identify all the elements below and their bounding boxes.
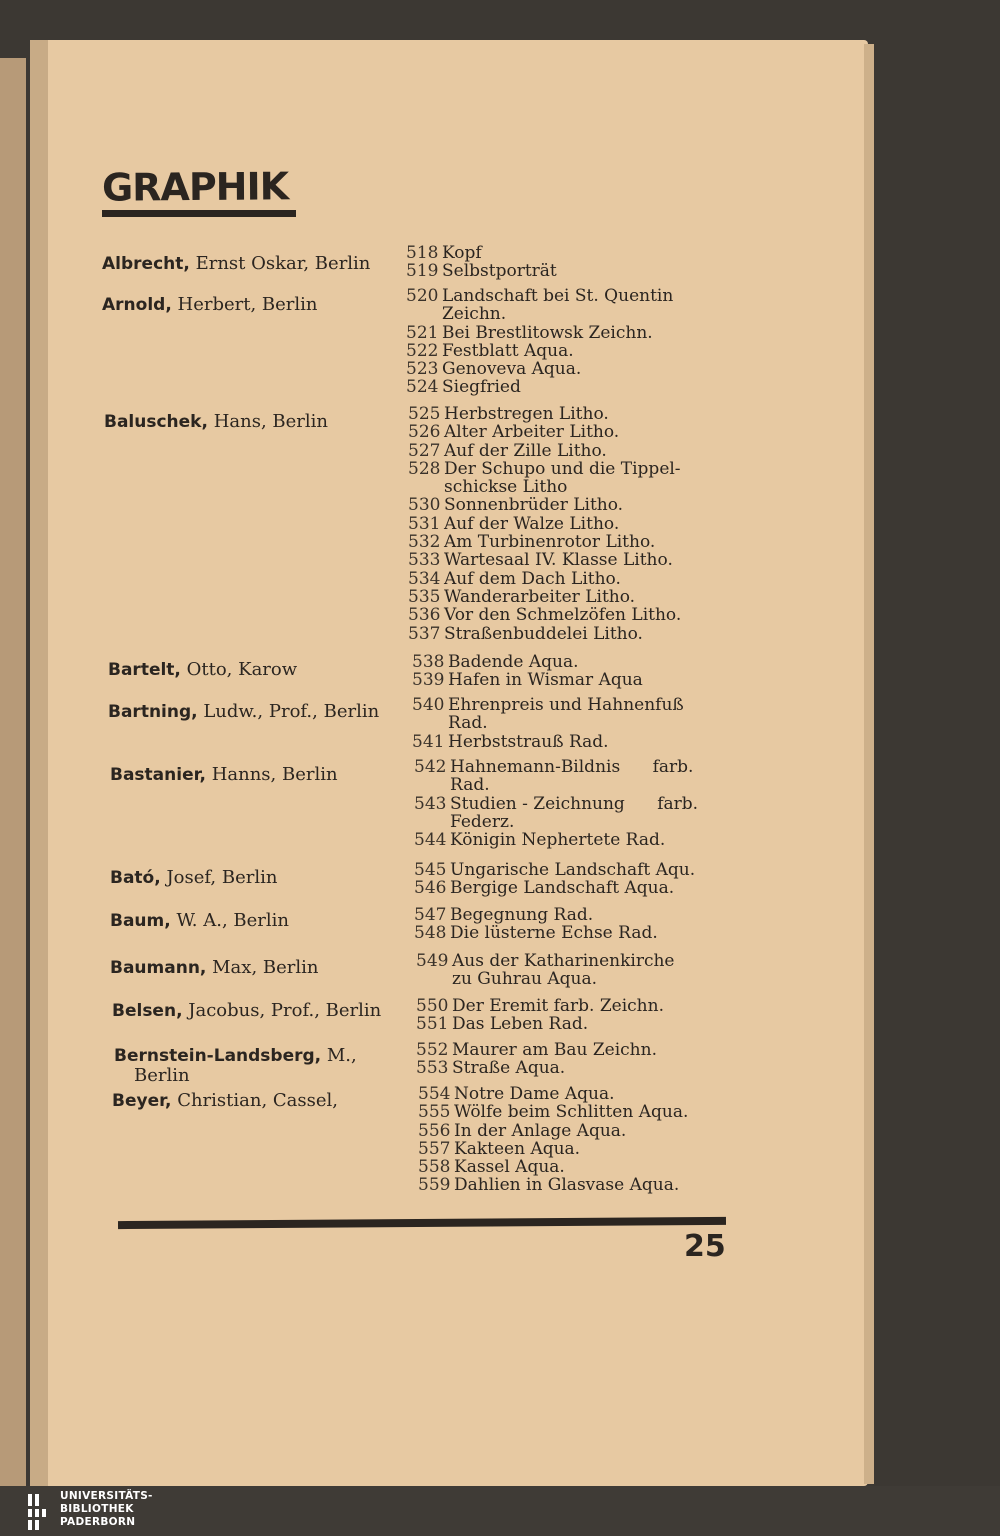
library-footer: [0, 1486, 1000, 1536]
artist-name: Bernstein-Landsberg,: [114, 1046, 322, 1066]
artist-name: Baumann,: [110, 958, 207, 978]
works-list: [406, 244, 557, 281]
work-entry: [408, 405, 681, 423]
work-entry: [414, 879, 695, 897]
work-title: Selbstporträt: [442, 261, 557, 282]
work-entry: [418, 1176, 688, 1194]
work-number: 532: [408, 532, 441, 553]
work-entry: [418, 1122, 688, 1140]
work-title: Hafen in Wismar Aqua: [448, 670, 643, 691]
artist-name: Belsen,: [112, 1001, 183, 1021]
work-title: Aus der Katharinenkirche: [452, 951, 675, 971]
work-number: 519: [406, 261, 439, 282]
work-title: Ehrenpreis und Hahnenfuß: [448, 695, 684, 715]
work-number: 546: [414, 878, 447, 899]
work-title: Ungarische Landschaft Aqu.: [450, 860, 696, 880]
work-entry: [406, 324, 673, 342]
work-number: 523: [406, 359, 439, 380]
work-number: 534: [408, 568, 441, 589]
artist-details: Jacobus, Prof., Berlin: [188, 1000, 382, 1021]
library-logo-icon: [28, 1494, 50, 1530]
work-title: Wölfe beim Schlitten Aqua.: [454, 1102, 689, 1123]
work-entry: [414, 831, 698, 849]
work-entry: [408, 551, 681, 569]
work-number: 535: [408, 586, 441, 607]
work-entry: [412, 653, 643, 671]
work-entry: [414, 861, 695, 879]
works-list: [418, 1085, 688, 1195]
work-entry: [408, 442, 681, 460]
work-entry: [412, 696, 684, 733]
work-entry: [406, 287, 673, 324]
artist-name: Baum,: [110, 911, 171, 931]
work-title: Siegfried: [442, 377, 521, 398]
work-number: 545: [414, 860, 447, 880]
works-list: [416, 1041, 657, 1078]
artist-details: W. A., Berlin: [176, 910, 290, 931]
artist-name: Bartelt,: [108, 660, 181, 680]
work-number: 542: [414, 757, 447, 777]
work-title: Kakteen Aqua.: [454, 1138, 581, 1159]
work-title: Der Eremit farb. Zeichn.: [452, 996, 664, 1016]
work-title: Wartesaal IV. Klasse Litho.: [444, 550, 673, 571]
artist-entry: [114, 1046, 357, 1085]
work-number: 540: [412, 695, 445, 715]
library-name-line: UNIVERSITÄTS-: [60, 1490, 153, 1502]
work-number: 536: [408, 605, 441, 626]
work-entry: [416, 997, 664, 1015]
work-entry: [408, 423, 681, 441]
library-name-line: PADERBORN: [60, 1516, 136, 1528]
work-entry: [408, 588, 681, 606]
works-list: [408, 405, 681, 643]
work-title: Auf der Zille Litho.: [444, 440, 607, 461]
artist-details: Max, Berlin: [212, 957, 319, 978]
work-title: Bei Brestlitowsk Zeichn.: [442, 322, 653, 343]
work-number: 541: [412, 731, 445, 752]
library-name: [60, 1490, 153, 1529]
artist-name: Bastanier,: [110, 765, 206, 785]
work-number: 558: [418, 1157, 451, 1178]
work-entry: [408, 533, 681, 551]
artist-details: Ernst Oskar, Berlin: [195, 253, 371, 274]
work-title: Maurer am Bau Zeichn.: [452, 1040, 657, 1060]
work-entry: [416, 1059, 657, 1077]
work-title: Herbstregen Litho.: [444, 404, 609, 424]
work-title: Straße Aqua.: [452, 1058, 566, 1079]
artist-name: Baluschek,: [104, 412, 208, 432]
work-number: 548: [414, 923, 447, 944]
work-title: Herbststrauß Rad.: [448, 731, 609, 752]
artist-entry: [110, 958, 318, 978]
work-title: Kopf: [442, 243, 482, 263]
work-title: Straßenbuddelei Litho.: [444, 623, 643, 644]
work-entry: [408, 515, 681, 533]
work-number: 525: [408, 404, 441, 424]
work-title: Genoveva Aqua.: [442, 359, 582, 380]
work-number: 530: [408, 495, 441, 516]
work-number: 537: [408, 623, 441, 644]
works-list: [414, 906, 658, 943]
work-entry: [406, 360, 673, 378]
work-entry: [406, 244, 557, 262]
work-title: Studien - Zeichnung farb.: [450, 793, 699, 814]
work-title: Der Schupo und die Tippel-: [444, 458, 681, 479]
work-title: Auf dem Dach Litho.: [444, 568, 621, 589]
work-title: Königin Nephertete Rad.: [450, 830, 666, 851]
artist-name: Albrecht,: [102, 254, 190, 274]
work-entry: [414, 758, 698, 795]
works-list: [416, 952, 675, 989]
artist-name: Arnold,: [102, 295, 172, 315]
artist-entry: [102, 295, 318, 315]
work-number: 520: [406, 286, 439, 306]
work-title: Wanderarbeiter Litho.: [444, 586, 636, 607]
work-entry: [408, 606, 681, 624]
artist-entry: [110, 765, 338, 785]
artist-details: Herbert, Berlin: [177, 294, 318, 315]
work-number: 550: [416, 996, 449, 1016]
work-entry: [412, 733, 684, 751]
work-number: 553: [416, 1058, 449, 1079]
work-title-continuation: Zeichn.: [442, 304, 507, 325]
artist-details-continuation: Berlin: [134, 1065, 190, 1086]
work-entry: [414, 906, 658, 924]
page-stack-edge: [864, 44, 874, 1484]
artist-details: Christian, Cassel,: [177, 1090, 339, 1111]
work-title: Auf der Walze Litho.: [444, 513, 620, 534]
work-number: 531: [408, 513, 441, 534]
work-number: 554: [418, 1084, 451, 1104]
heading-underline: [102, 210, 296, 217]
work-entry: [416, 1015, 664, 1033]
works-list: [414, 861, 695, 898]
artist-details: Ludw., Prof., Berlin: [203, 701, 380, 722]
work-entry: [416, 952, 675, 989]
artist-name: Bató,: [110, 868, 161, 888]
work-title: Sonnenbrüder Litho.: [444, 495, 624, 516]
work-number: 544: [414, 830, 447, 851]
work-number: 521: [406, 322, 439, 343]
work-entry: [406, 378, 673, 396]
work-number: 518: [406, 243, 439, 263]
work-title: Dahlien in Glasvase Aqua.: [454, 1175, 680, 1196]
work-number: 552: [416, 1040, 449, 1060]
artist-details: Otto, Karow: [186, 659, 298, 680]
artist-entry: [110, 911, 289, 931]
work-title: Festblatt Aqua.: [442, 340, 574, 361]
artist-details: M.,: [326, 1045, 357, 1066]
page-number: 25: [684, 1229, 726, 1264]
work-entry: [408, 625, 681, 643]
work-entry: [416, 1041, 657, 1059]
previous-page-edge: [0, 58, 26, 1486]
artist-entry: [108, 660, 297, 680]
work-entry: [414, 924, 658, 942]
work-entry: [412, 671, 643, 689]
work-number: 533: [408, 550, 441, 571]
work-number: 557: [418, 1138, 451, 1159]
work-number: 559: [418, 1175, 451, 1196]
work-number: 551: [416, 1014, 449, 1035]
work-title: Bergige Landschaft Aqua.: [450, 878, 675, 899]
work-title-continuation: Federz.: [450, 811, 515, 832]
work-number: 524: [406, 377, 439, 398]
work-number: 549: [416, 951, 449, 971]
work-title: In der Anlage Aqua.: [454, 1120, 627, 1141]
work-entry: [408, 496, 681, 514]
work-number: 555: [418, 1102, 451, 1123]
artist-entry: [108, 702, 379, 722]
artist-details: Hans, Berlin: [213, 411, 328, 432]
artist-entry: [112, 1001, 381, 1021]
library-name-line: BIBLIOTHEK: [60, 1503, 134, 1515]
work-number: 539: [412, 670, 445, 691]
work-title: Alter Arbeiter Litho.: [444, 422, 620, 443]
work-title: Kassel Aqua.: [454, 1157, 565, 1178]
work-title: Das Leben Rad.: [452, 1014, 589, 1035]
work-title: Vor den Schmelzöfen Litho.: [444, 605, 682, 626]
work-title-continuation: Rad.: [450, 775, 490, 796]
section-heading: GRAPHIK: [101, 164, 289, 210]
works-list: [412, 696, 684, 751]
work-number: 547: [414, 905, 447, 925]
work-title: Begegnung Rad.: [450, 905, 594, 925]
works-list: [406, 287, 673, 397]
artist-details: Josef, Berlin: [166, 867, 278, 888]
work-title: Hahnemann-Bildnis farb.: [450, 757, 694, 777]
work-number: 527: [408, 440, 441, 461]
work-entry: [414, 795, 698, 832]
work-number: 543: [414, 793, 447, 814]
work-entry: [418, 1085, 688, 1103]
artist-name: Bartning,: [108, 702, 198, 722]
work-title-continuation: zu Guhrau Aqua.: [452, 969, 598, 990]
work-number: 522: [406, 340, 439, 361]
artist-entry: [110, 868, 277, 888]
work-entry: [408, 460, 681, 497]
work-title: Notre Dame Aqua.: [454, 1084, 615, 1104]
works-list: [414, 758, 698, 849]
artist-entry: [102, 254, 370, 274]
artist-entry: [112, 1091, 338, 1111]
work-entry: [418, 1103, 688, 1121]
work-number: 556: [418, 1120, 451, 1141]
artist-entry: [104, 412, 328, 432]
artist-name: Beyer,: [112, 1091, 172, 1111]
work-title: Am Turbinenrotor Litho.: [444, 532, 656, 553]
work-entry: [406, 342, 673, 360]
work-title-continuation: schickse Litho: [444, 477, 568, 498]
work-entry: [408, 570, 681, 588]
work-number: 528: [408, 458, 441, 479]
work-number: 526: [408, 422, 441, 443]
work-entry: [406, 262, 557, 280]
work-entry: [418, 1158, 688, 1176]
page-gutter: [30, 40, 48, 1486]
works-list: [416, 997, 664, 1034]
artist-details: Hanns, Berlin: [211, 764, 338, 785]
work-title-continuation: Rad.: [448, 713, 488, 734]
work-title: Landschaft bei St. Quentin: [442, 286, 674, 306]
work-number: 538: [412, 652, 445, 672]
work-entry: [418, 1140, 688, 1158]
works-list: [412, 653, 643, 690]
work-title: Die lüsterne Echse Rad.: [450, 923, 658, 944]
work-title: Badende Aqua.: [448, 652, 579, 672]
